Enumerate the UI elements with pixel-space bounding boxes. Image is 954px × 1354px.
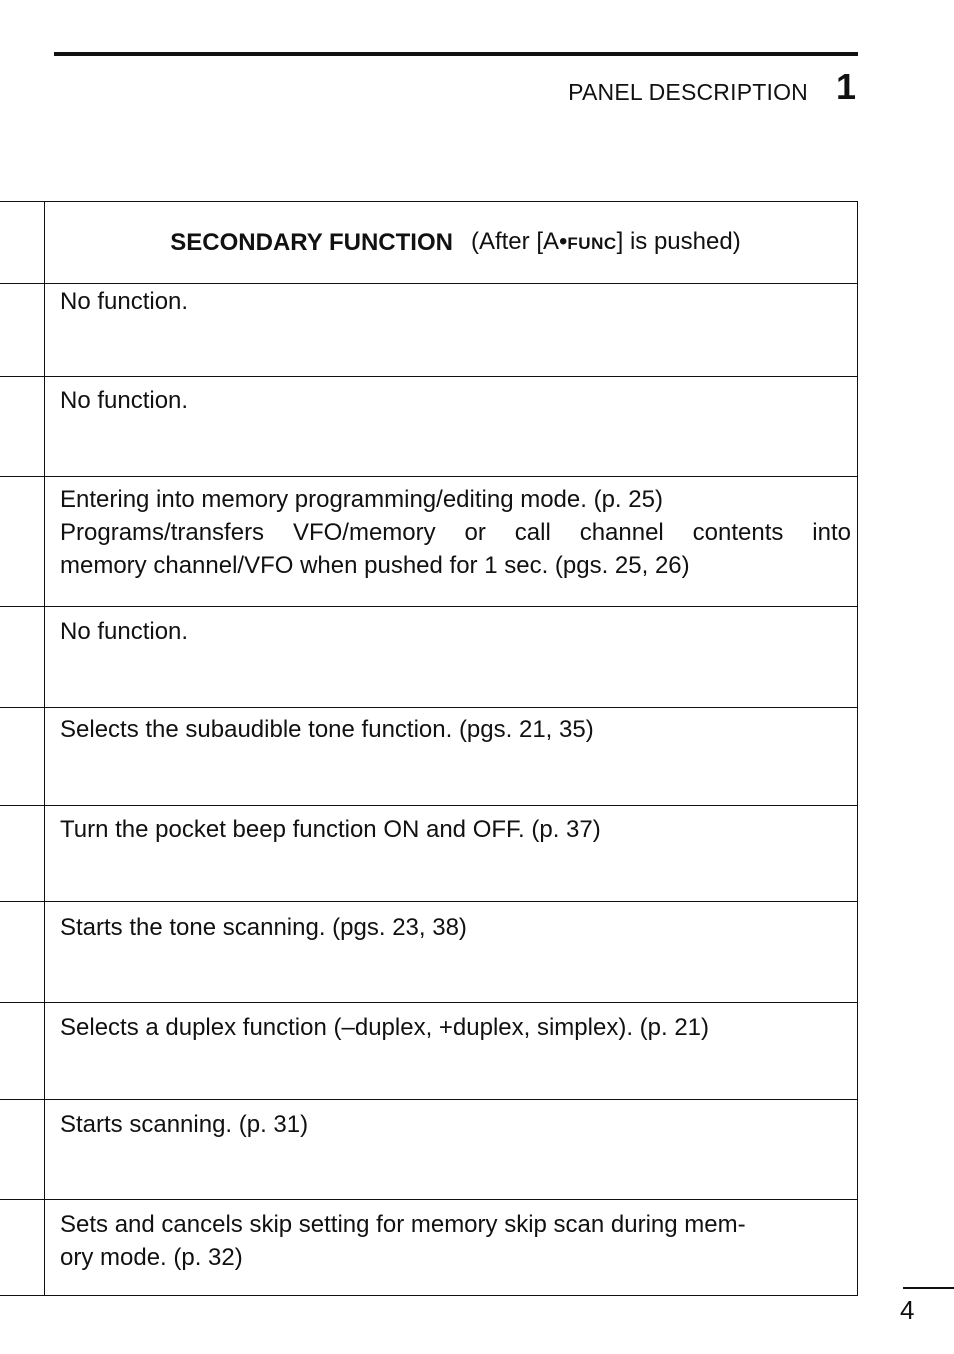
row-text: Starts the tone scanning. (pgs. 23, 38)	[60, 914, 467, 941]
table-cell	[44, 708, 858, 805]
table-cell	[44, 607, 858, 707]
table-cell	[44, 477, 858, 606]
left-column-cell	[0, 1003, 44, 1099]
table-row	[0, 805, 858, 901]
footer-rule	[903, 1287, 954, 1289]
table-row	[0, 283, 858, 376]
page-number: 4	[900, 1295, 915, 1325]
row-text: Selects the subaudible tone function. (pgs. 21, 35)	[60, 716, 594, 743]
row-text: Sets and cancels skip setting for memory skip scan during mem-	[60, 1211, 746, 1238]
table-header-cell	[44, 202, 858, 283]
table-header-note: (After [A•FUNC] is pushed)	[470, 228, 741, 255]
table-header-row	[0, 201, 858, 283]
row-text: Selects a duplex function (–duplex, +duplex, simplex). (p. 21)	[60, 1014, 710, 1041]
row-text: memory channel/VFO when pushed for 1 sec. (pgs. 25, 26)	[60, 552, 690, 579]
row-text: Turn the pocket beep function ON and OFF. (p. 37)	[60, 816, 601, 843]
table-row	[0, 1199, 858, 1296]
table-cell	[44, 806, 858, 901]
row-text: ory mode. (p. 32)	[60, 1244, 243, 1271]
table-cell	[44, 284, 858, 376]
table-cell	[44, 902, 858, 1002]
row-text: No function.	[60, 618, 189, 645]
row-text: Starts scanning. (p. 31)	[60, 1111, 309, 1138]
row-text: No function.	[60, 387, 189, 414]
left-column-cell	[0, 377, 44, 476]
left-column-cell	[0, 902, 44, 1002]
left-column-cell	[0, 708, 44, 805]
table-row	[0, 1099, 858, 1199]
row-text: Entering into memory programming/editing mode. (p. 25)	[60, 486, 663, 513]
table-row	[0, 707, 858, 805]
table-row	[0, 376, 858, 476]
table-cell	[44, 1200, 858, 1295]
func-key-label: FUNC	[567, 234, 617, 253]
left-column-cell	[0, 607, 44, 707]
left-column-cell	[0, 202, 44, 283]
header-rule	[54, 52, 858, 56]
function-table	[0, 201, 858, 1296]
table-row	[0, 1002, 858, 1099]
section-number: 1	[835, 66, 856, 107]
row-text: Programs/transfers VFO/memory or call channel contents into	[60, 519, 851, 546]
table-row	[0, 476, 858, 606]
left-column-cell	[0, 806, 44, 901]
section-title: PANEL DESCRIPTION	[568, 79, 808, 105]
table-cell	[44, 1100, 858, 1199]
table-cell	[44, 1003, 858, 1099]
left-column-cell	[0, 1200, 44, 1295]
table-row	[0, 606, 858, 707]
row-text: No function.	[60, 288, 189, 315]
table-cell	[44, 377, 858, 476]
left-column-cell	[0, 477, 44, 606]
table-row	[0, 901, 858, 1002]
left-column-cell	[0, 284, 44, 376]
left-column-cell	[0, 1100, 44, 1199]
table-header-title: SECONDARY FUNCTION	[170, 229, 453, 256]
